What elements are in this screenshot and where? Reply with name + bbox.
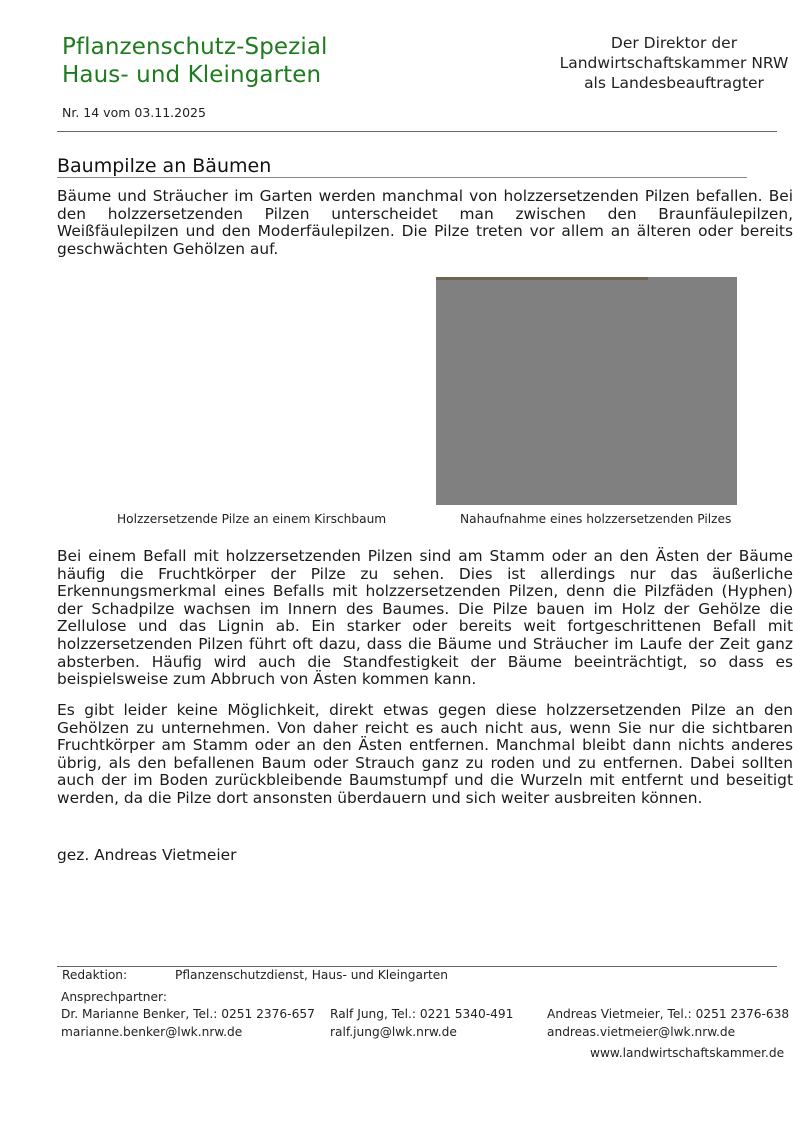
figure-caption-right: Nahaufnahme eines holzzersetzenden Pilzes	[460, 512, 732, 526]
contact-1-name-phone: Dr. Marianne Benker, Tel.: 0251 2376-657	[61, 1007, 315, 1021]
figure-caption-left: Holzzersetzende Pilze an einem Kirschbaum	[117, 512, 387, 526]
photo-fungus-closeup	[436, 277, 737, 505]
footer-divider	[57, 966, 777, 967]
photo-top-edge-detail	[436, 277, 648, 280]
contact-1-email[interactable]: marianne.benker@lwk.nrw.de	[61, 1025, 243, 1039]
contact-2-name-phone: Ralf Jung, Tel.: 0221 5340-491	[330, 1007, 514, 1021]
page-title-line-2: Haus- und Kleingarten	[62, 62, 322, 88]
authority-line-2: Landwirtschaftskammer NRW	[559, 54, 789, 72]
photo-cherry-tree-fungi	[115, 277, 365, 505]
website-link[interactable]: www.landwirtschaftskammer.de	[590, 1046, 785, 1060]
redaktion-value: Pflanzenschutzdienst, Haus- und Kleingarten	[175, 968, 448, 982]
contact-2-email[interactable]: ralf.jung@lwk.nrw.de	[330, 1025, 457, 1039]
authority-line-3: als Landesbeauftragter	[584, 74, 764, 92]
issue-number: Nr. 14 vom 03.11.2025	[62, 105, 206, 120]
contact-3-email[interactable]: andreas.vietmeier@lwk.nrw.de	[547, 1025, 736, 1039]
body-paragraph-2: Bei einem Befall mit holzzersetzenden Pilzen sind am Stamm oder an den Ästen der Bäume häufig die Fruchtkörper der Pilze zu sehen. Dies ist allerdings nur das äußerliche Erkennungsmerkmal eines Befalls mit holzzersetzenden Pilzen, denn die Pilzfäden (Hyphen) der Schadpilze wachsen im Innern des Baumes. Die Pilze bauen im Holz der Gehölze die Zellulose und das Lignin ab. Ein starker oder bereits weit fortgeschrittenen Befall mit holzzersetzenden Pilzen führt oft dazu, dass die Bäume und Sträucher im Laufe der Zeit ganz absterben. Häufig wird auch die Standfestigkeit der Bäume beeinträchtigt, so dass es beispielsweise zum Abbruch von Ästen kommen kann.	[57, 547, 793, 689]
intro-paragraph: Bäume und Sträucher im Garten werden manchmal von holzzersetzenden Pilzen befallen. Bei den holzzersetzenden Pilzen unterscheidet man zwischen den Braunfäulepilzen, Weißfäulepilzen und den Moderfäulepilzen. Die Pilze treten vor allem an älteren oder bereits geschwächten Gehölzen auf.	[57, 187, 793, 258]
article-heading: Baumpilze an Bäumen	[57, 155, 272, 177]
heading-underline	[57, 177, 747, 178]
header-divider	[57, 131, 777, 132]
page-title-line-1: Pflanzenschutz-Spezial	[62, 34, 328, 60]
body-paragraph-3: Es gibt leider keine Möglichkeit, direkt etwas gegen diese holzzersetzenden Pilze an den Gehölzen zu unternehmen. Von daher reicht es auch nicht aus, wenn Sie nur die sichtbaren Fruchtkörper am Stamm oder an den Ästen entfernen. Manchmal bleibt dann nichts anderes übrig, als den befallenen Baum oder Strauch ganz zu roden und zu entfernen. Dabei sollten auch der im Boden zurückbleibende Baumstumpf und die Wurzeln mit entfernt und beseitigt werden, da die Pilze dort ansonsten überdauern und sich weiter ausbreiten können.	[57, 701, 793, 807]
authority-line-1: Der Direktor der	[610, 34, 738, 52]
contact-label: Ansprechpartner:	[61, 990, 167, 1004]
signature: gez. Andreas Vietmeier	[57, 846, 237, 864]
redaktion-label: Redaktion:	[62, 968, 128, 982]
contact-3-name-phone: Andreas Vietmeier, Tel.: 0251 2376-638	[547, 1007, 790, 1021]
